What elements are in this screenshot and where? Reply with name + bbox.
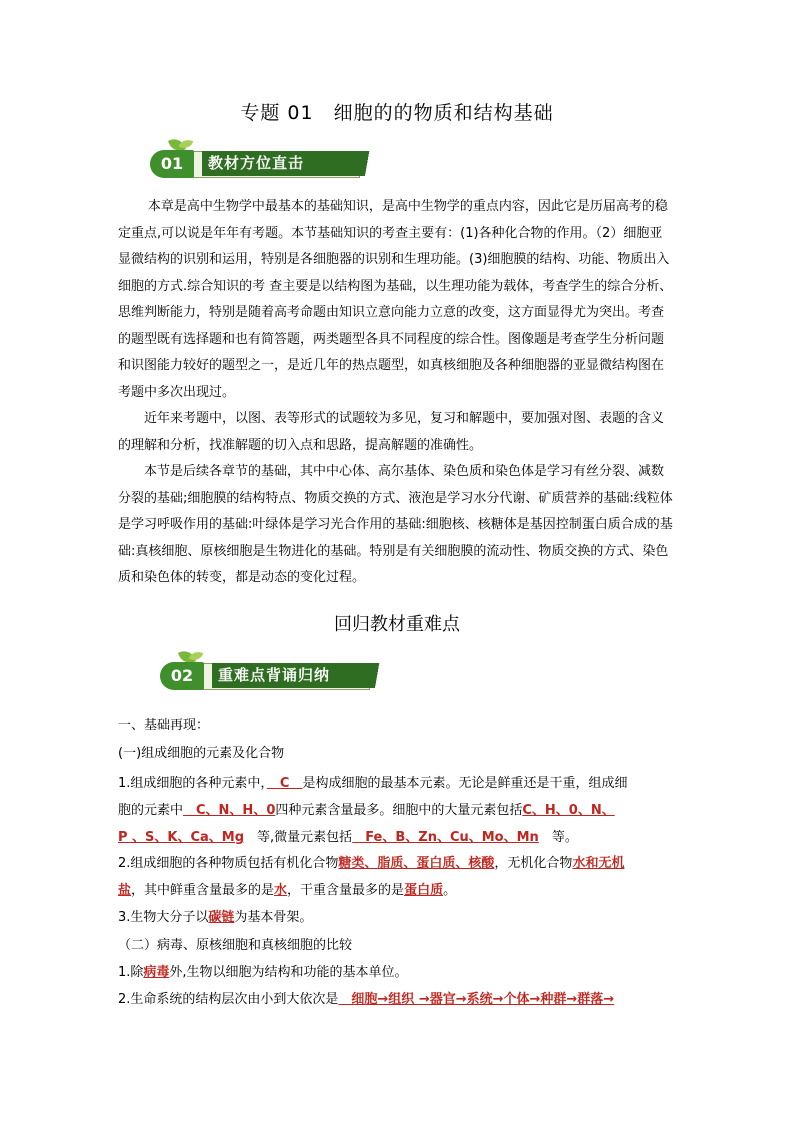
question-2: 2.组成细胞的各种物质包括有机化合物糖类、脂质、蛋白质、核酸，无机化合物水和无机 盐，其中鲜重含量最多的是水，干重含量最多的是蛋白质。 <box>118 856 625 898</box>
page-title: 专题 01 细胞的的物质和结构基础 <box>240 102 554 124</box>
question-3: 3.生物大分子以碳链为基本骨架。 <box>118 910 313 925</box>
question-1: 1.组成细胞的各种元素中， C 是构成细胞的最基本元素。无论是鲜重还是干重，组成细 胞的元素中 C、N、H、0四种元素含量最多。细胞中的大量元素包括C、H、0、N、 P 、S、K、Ca、Mg 等,微量元素包括 Fe、B、Zn、Cu、Mo、Mn 等。 <box>118 776 628 845</box>
section-banner-2 <box>160 650 420 694</box>
section-heading: 一、基础再现： <box>118 718 210 733</box>
question-4: 1.除病毒外,生物以细胞为结构和功能的基本单位。 <box>118 965 408 980</box>
banner-number: 01 <box>150 150 194 178</box>
banner-label: 重难点背诵归纳 <box>212 663 368 688</box>
intro-paragraph-1: 本章是高中生物学中最基本的基础知识，是高中生物学的重点内容，因此它是历届高考的稳定重点,可以说是年年有考题。本节基础知识的考查主要有：(1)各种化合物的作用。（2）细胞亚显微结构的识别和运用，特别是各细胞器的识别和生理功能。(3)细胞膜的结构、功能、物质出入细胞的方式.综合知识的考 查主要是以结构图为基础，以生理功能为载体，考查学生的综合分析、思维判断能力，特别是随着高考命题由知识立意向能力立意的改变，这方面显得尤为突出。考查的题型既有选择题和也有简答题，两类题型各具不同程度的综合性。图像题是考查学生分析问题和识图能力较好的题型之一，是近几年的热点题型，如真核细胞及各种细胞器的亚显微结构图在考题中多次出现过。 <box>118 199 673 400</box>
intro-paragraph-2: 近年来考题中，以图、表等形式的试题较为多见，复习和解题中，要加强对图、表题的含义的理解和分析，找准解题的切入点和思路，提高解题的准确性。 <box>118 411 665 453</box>
banner-number: 02 <box>160 662 204 690</box>
section-subheading: 回归教材重难点 <box>334 614 460 635</box>
question-5: 2.生命系统的结构层次由小到大依次是 细胞→组织 →器官→系统→个体→种群→群落→ <box>118 992 615 1007</box>
banner-label: 教材方位直击 <box>202 151 358 176</box>
intro-text <box>118 194 674 592</box>
intro-paragraph-3: 本节是后续各章节的基础，其中中心体、高尔基体、染色质和染色体是学习有丝分裂、减数分裂的基础;细胞膜的结构特点、物质交换的方式、液泡是学习水分代谢、矿质营养的基础:线粒体是学习呼吸作用的基础:叶绿体是学习光合作用的基础:细胞核、核糖体是基因控制蛋白质合成的基础:真核细胞、原核细胞是生物进化的基础。特别是有关细胞膜的流动性、物质交换的方式、染色质和染色体的转变，都是动态的变化过程。 <box>118 464 673 585</box>
subsection-heading: (一)组成细胞的元素及化合物 <box>118 746 285 761</box>
subsection-heading-2: （二）病毒、原核细胞和真核细胞的比较 <box>118 938 353 953</box>
section-banner-1 <box>150 138 410 182</box>
